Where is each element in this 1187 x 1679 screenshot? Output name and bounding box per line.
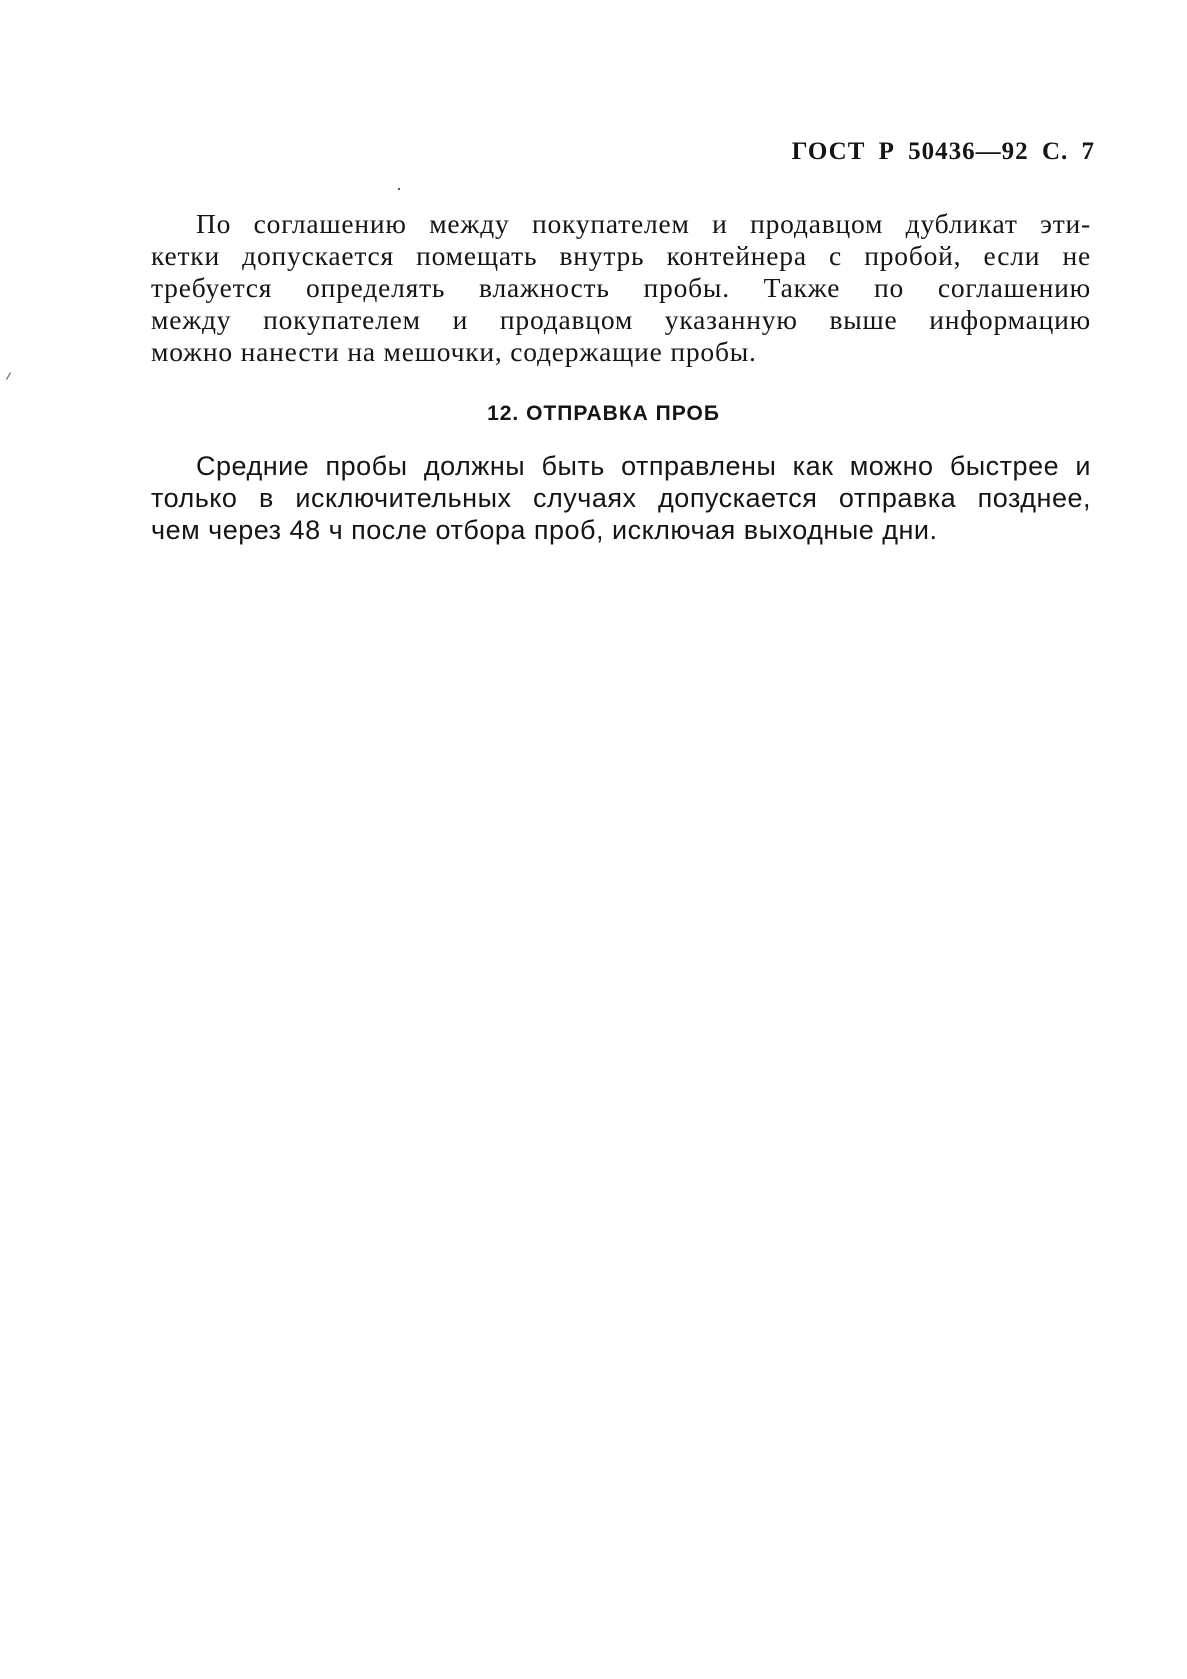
text-line: чем через 48 ч после отбора проб, исключая выходные дни. (151, 515, 938, 545)
text-line: По соглашению между покупателем и продавцом дубликат эти- (196, 208, 1091, 239)
text-line: только в исключительных случаях допускается отправка позднее, (151, 483, 1091, 513)
text-line: кетки допускается помещать внутрь контейнера с пробой, если не (151, 240, 1091, 271)
text-line: можно нанести на мешочки, содержащие пробы. (151, 336, 757, 367)
paragraph-sample-shipping (151, 450, 1091, 546)
text-line: между покупателем и продавцом указанную выше информацию (151, 304, 1091, 335)
page-header (792, 138, 1095, 166)
page-number: С. 7 (1041, 138, 1095, 165)
scan-speck (398, 188, 400, 190)
text-line: требуется определять влажность пробы. Также по соглашению (151, 272, 1091, 303)
scan-speck (6, 372, 11, 379)
text-line: Средние пробы должны быть отправлены как можно быстрее и (196, 451, 1091, 481)
paragraph-label-agreement (151, 208, 1091, 368)
section-heading: 12. ОТПРАВКА ПРОБ (487, 402, 720, 425)
standard-number: ГОСТ Р 50436—92 (791, 138, 1029, 165)
